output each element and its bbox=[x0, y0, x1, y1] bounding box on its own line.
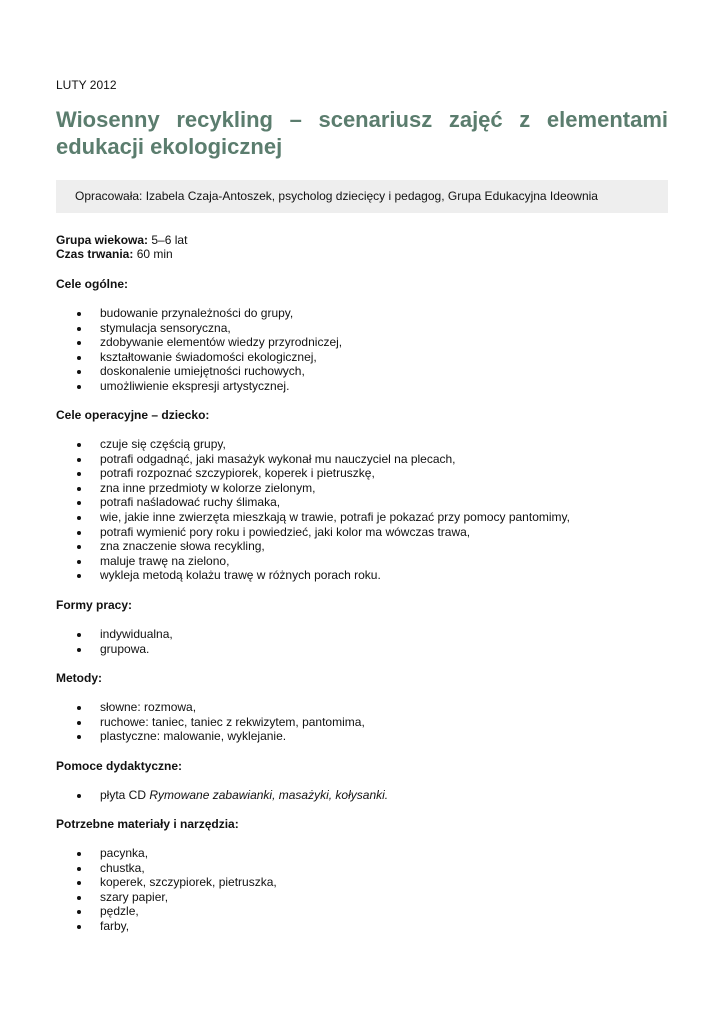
operational-goals-heading: Cele operacyjne – dziecko: bbox=[56, 408, 210, 422]
list-item-text: grupowa. bbox=[100, 641, 150, 656]
work-forms-list bbox=[56, 627, 173, 656]
duration-value: 60 min bbox=[136, 247, 173, 261]
list-item bbox=[56, 642, 173, 657]
list-item bbox=[56, 729, 365, 744]
list-item-text: koperek, szczypiorek, pietruszka, bbox=[100, 875, 277, 890]
bullet-icon bbox=[77, 867, 81, 871]
bullet-icon bbox=[77, 443, 81, 447]
list-item bbox=[56, 846, 277, 861]
bullet-icon bbox=[77, 327, 81, 331]
list-item-text: chustka, bbox=[100, 860, 145, 875]
aids-item-title: Rymowane zabawianki, masażyki, kołysanki. bbox=[149, 788, 389, 802]
duration-line bbox=[56, 247, 173, 261]
list-item bbox=[56, 481, 570, 496]
list-item-text: kształtowanie świadomości ekologicznej, bbox=[100, 349, 317, 364]
materials-heading: Potrzebne materiały i narzędzia: bbox=[56, 817, 239, 831]
list-item-text: potrafi wymienić pory roku i powiedzieć, jaki kolor ma wówczas trawa, bbox=[100, 524, 471, 539]
bullet-icon bbox=[77, 487, 81, 491]
list-item bbox=[56, 861, 277, 876]
list-item bbox=[56, 510, 570, 525]
list-item bbox=[56, 466, 570, 481]
list-item-text: potrafi naśladować ruchy ślimaka, bbox=[100, 495, 281, 510]
age-group-label: Grupa wiekowa: bbox=[56, 233, 149, 247]
work-forms-heading: Formy pracy: bbox=[56, 598, 133, 612]
list-item-text: stymulacja sensoryczna, bbox=[100, 320, 231, 335]
list-item-text: czuje się częścią grupy, bbox=[100, 437, 226, 451]
bullet-icon bbox=[77, 735, 81, 739]
list-item bbox=[56, 627, 173, 642]
list-item bbox=[56, 495, 570, 510]
list-item-text: wykleja metodą kolażu trawę w różnych porach roku. bbox=[100, 568, 381, 583]
list-item bbox=[56, 904, 277, 919]
age-group-value: 5–6 lat bbox=[151, 233, 188, 247]
list-item bbox=[56, 919, 277, 934]
list-item bbox=[56, 452, 570, 467]
list-item bbox=[56, 350, 342, 365]
aids-heading: Pomoce dydaktyczne: bbox=[56, 759, 183, 773]
list-item-text: słowne: rozmowa, bbox=[100, 700, 197, 714]
materials-list bbox=[56, 846, 277, 934]
list-item-text: indywidualna, bbox=[100, 627, 173, 641]
bullet-icon bbox=[77, 458, 81, 462]
aids-item-prefix: płyta CD bbox=[100, 788, 150, 802]
list-item-text: ruchowe: taniec, taniec z rekwizytem, pantomima, bbox=[100, 714, 365, 729]
operational-goals-list bbox=[56, 437, 570, 583]
list-item-text: potrafi rozpoznać szczypiorek, koperek i pietruszkę, bbox=[100, 466, 375, 481]
bullet-icon bbox=[77, 574, 81, 578]
list-item-text: potrafi odgadnąć, jaki masażyk wykonał mu nauczyciel na plecach, bbox=[100, 451, 456, 466]
bullet-icon bbox=[77, 925, 81, 929]
list-item bbox=[56, 379, 342, 394]
author-box: Opracowała: Izabela Czaja-Antoszek, psycholog dziecięcy i pedagog, Grupa Edukacyjna Ideownia bbox=[56, 180, 668, 213]
bullet-icon bbox=[77, 896, 81, 900]
bullet-icon bbox=[77, 881, 81, 885]
list-item bbox=[56, 554, 570, 569]
bullet-icon bbox=[77, 852, 81, 856]
list-item-text: budowanie przynależności do grupy, bbox=[100, 306, 294, 320]
list-item-text: zna inne przedmioty w kolorze zielonym, bbox=[100, 480, 316, 495]
document-title: Wiosenny recykling – scenariusz zajęć z elementami edukacji ekologicznej bbox=[56, 107, 668, 159]
list-item bbox=[56, 568, 570, 583]
bullet-icon bbox=[77, 721, 81, 725]
list-item-text: szary papier, bbox=[100, 889, 169, 904]
list-item bbox=[56, 788, 388, 803]
list-item-text: doskonalenie umiejętności ruchowych, bbox=[100, 364, 305, 379]
methods-list bbox=[56, 700, 365, 744]
list-item bbox=[56, 321, 342, 336]
bullet-icon bbox=[77, 501, 81, 505]
list-item bbox=[56, 875, 277, 890]
age-group-line bbox=[56, 233, 187, 247]
bullet-icon bbox=[77, 560, 81, 564]
list-item bbox=[56, 525, 570, 540]
list-item bbox=[56, 715, 365, 730]
bullet-icon bbox=[77, 794, 81, 798]
general-goals-heading: Cele ogólne: bbox=[56, 277, 129, 291]
bullet-icon bbox=[77, 633, 81, 637]
document-date: LUTY 2012 bbox=[56, 78, 117, 92]
list-item bbox=[56, 890, 277, 905]
bullet-icon bbox=[77, 356, 81, 360]
list-item bbox=[56, 700, 365, 715]
list-item bbox=[56, 437, 570, 452]
bullet-icon bbox=[77, 312, 81, 316]
list-item-text: pędzle, bbox=[100, 904, 139, 919]
list-item-text: zna znaczenie słowa recykling, bbox=[100, 539, 265, 554]
list-item-text: farby, bbox=[100, 918, 130, 933]
bullet-icon bbox=[77, 545, 81, 549]
list-item bbox=[56, 306, 342, 321]
list-item bbox=[56, 335, 342, 350]
bullet-icon bbox=[77, 706, 81, 710]
bullet-icon bbox=[77, 910, 81, 914]
aids-list bbox=[56, 788, 388, 803]
list-item-text: wie, jakie inne zwierzęta mieszkają w trawie, potrafi je pokazać przy pomocy pantomimy, bbox=[100, 509, 570, 524]
bullet-icon bbox=[77, 341, 81, 345]
bullet-icon bbox=[77, 516, 81, 520]
list-item bbox=[56, 364, 342, 379]
list-item-text: plastyczne: malowanie, wyklejanie. bbox=[100, 729, 287, 744]
list-item bbox=[56, 539, 570, 554]
list-item-text: maluje trawę na zielono, bbox=[100, 553, 230, 568]
general-goals-list bbox=[56, 306, 342, 394]
list-item-text: zdobywanie elementów wiedzy przyrodniczej, bbox=[100, 335, 343, 350]
list-item-text: umożliwienie ekspresji artystycznej. bbox=[100, 378, 290, 393]
list-item-text: pacynka, bbox=[100, 846, 149, 860]
bullet-icon bbox=[77, 472, 81, 476]
duration-label: Czas trwania: bbox=[56, 247, 134, 261]
methods-heading: Metody: bbox=[56, 671, 102, 685]
bullet-icon bbox=[77, 385, 81, 389]
bullet-icon bbox=[77, 370, 81, 374]
bullet-icon bbox=[77, 648, 81, 652]
bullet-icon bbox=[77, 531, 81, 535]
